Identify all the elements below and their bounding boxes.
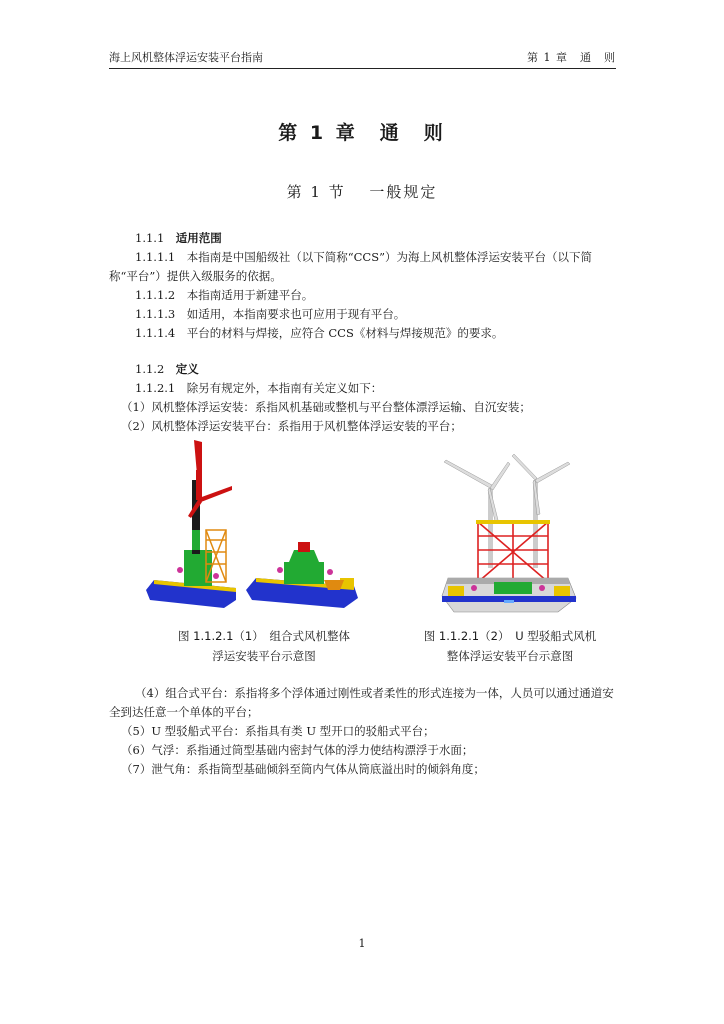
clause-1-1-1-1: 1.1.1.1 本指南是中国船级社（以下简称“CCS”）为海上风机整体浮运安装平台（以下简称“平台”）提供入级服务的依据。 xyxy=(109,250,592,283)
heading-number: 1.1.1 xyxy=(135,231,165,245)
definition-7: （7）泄气角：系指筒型基础倾斜至筒内气体从筒底溢出时的倾斜角度； xyxy=(121,762,485,776)
figure-1-caption xyxy=(154,626,374,666)
heading-text: 适用范围 xyxy=(175,231,222,245)
heading-text: 定义 xyxy=(175,362,199,376)
figure-2-caption xyxy=(400,626,620,666)
caption-line: 整体浮运安装平台示意图 xyxy=(446,649,574,663)
running-header xyxy=(109,48,616,69)
definition-1: （1）风机整体浮运安装：系指风机基础或整机与平台整体漂浮运输、自沉安装； xyxy=(121,400,531,414)
blade xyxy=(444,460,492,488)
figure-u-barge-platform xyxy=(438,450,578,620)
definition-6: （6）气浮：系指通过筒型基础内密封气体的浮力使结构漂浮于水面； xyxy=(121,743,474,757)
caption-line: 浮运安装平台示意图 xyxy=(212,649,316,663)
caption-line: 图 1.1.2.1（1） 组合式风机整体 xyxy=(178,629,350,643)
heading-1-1-1 xyxy=(109,229,616,248)
header-chapter: 第 1 章 通 则 xyxy=(527,51,616,64)
foundation-left xyxy=(184,550,212,586)
clause-1-1-1-4: 1.1.1.4 平台的材料与焊接，应符合 CCS《材料与焊接规范》的要求。 xyxy=(135,326,504,340)
header-book-title: 海上风机整体浮运安装平台指南 xyxy=(109,51,263,64)
foundation-right xyxy=(284,562,324,584)
definition-4: （4）组合式平台：系指将多个浮体通过刚性或者柔性的形式连接为一体，人员可以通过通道安全到达任意一个单体的平台； xyxy=(109,686,614,719)
clause-1-1-1-2: 1.1.1.2 本指南适用于新建平台。 xyxy=(135,288,314,302)
definition-5: （5）U 型驳船式平台：系指具有类 U 型开口的驳船式平台； xyxy=(121,724,435,738)
heading-number: 1.1.2 xyxy=(135,362,165,376)
definition-2: （2）风机整体浮运安装平台：系指用于风机整体浮运安装的平台； xyxy=(121,419,462,433)
heading-1-1-2 xyxy=(109,360,616,379)
figure-combined-platform xyxy=(144,440,384,620)
section-title: 第 1 节 一般规定 xyxy=(286,183,438,201)
blade-right xyxy=(199,486,232,502)
chapter-title: 第 1 章 通 则 xyxy=(278,122,446,144)
clause-1-1-2-1: 1.1.2.1 除另有规定外，本指南有关定义如下： xyxy=(135,381,383,395)
caption-line: 图 1.1.2.1（2） U 型驳船式风机 xyxy=(423,629,597,643)
page-number: 1 xyxy=(358,937,366,950)
clause-1-1-1-3: 1.1.1.3 如适用，本指南要求也可应用于现有平台。 xyxy=(135,307,406,321)
